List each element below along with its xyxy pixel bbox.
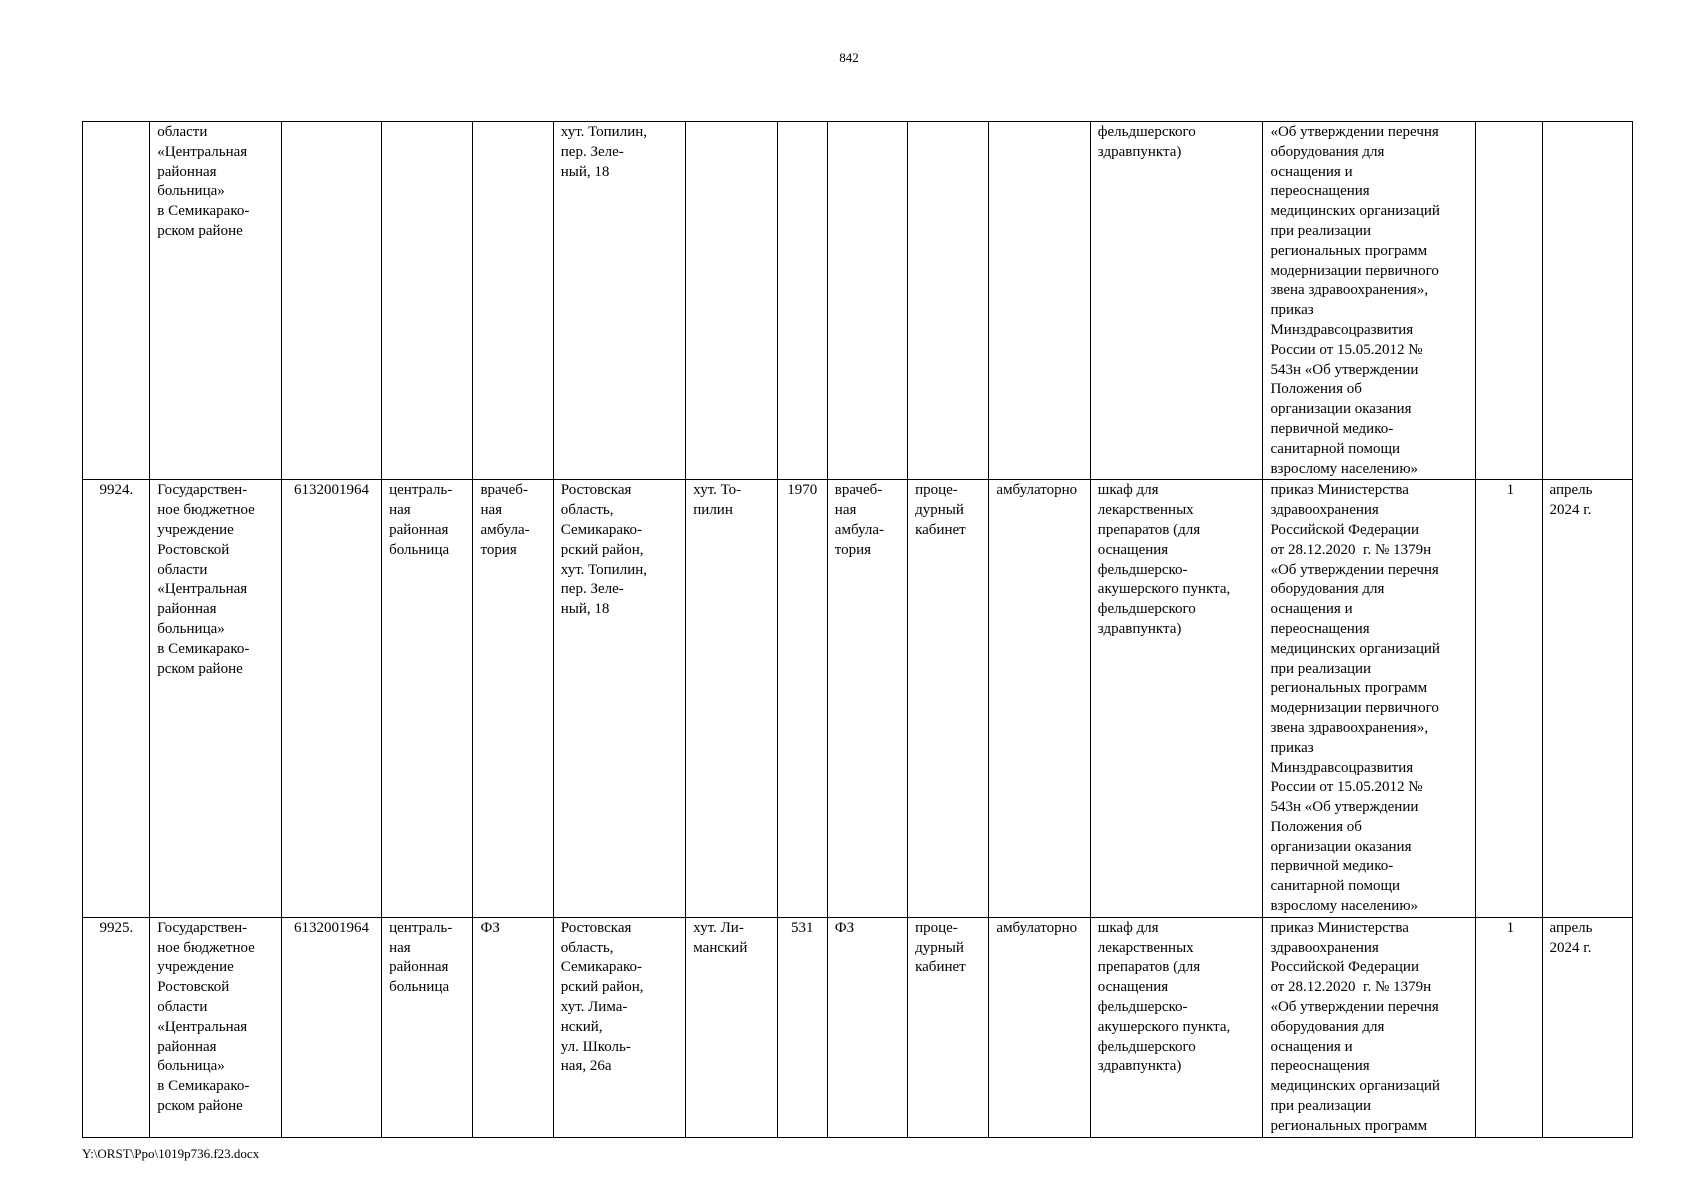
cell-date: [1542, 917, 1632, 1137]
cell-line: «Центральная: [157, 1018, 248, 1035]
cell-line: пер. Зеле-: [560, 143, 624, 160]
cell-line: фельдшерского: [1097, 601, 1196, 618]
cell-inn: [281, 122, 381, 480]
cell-equipment: [1090, 917, 1263, 1137]
cell-structural-unit: [827, 480, 907, 918]
cell-line: рский район,: [560, 979, 644, 996]
cell-locality: [686, 917, 777, 1137]
cell-line: «Центральная: [157, 581, 248, 598]
cell-line: тория: [480, 541, 517, 558]
cell-care-form: [989, 917, 1090, 1137]
cell-line: при реализации: [1270, 222, 1372, 239]
cell-line: тория: [834, 541, 872, 558]
cell-date: [1542, 480, 1632, 918]
cell-line: приказ Министерства: [1270, 919, 1409, 936]
cell-line: здравпункта): [1097, 1058, 1182, 1075]
cell-line: Ростовской: [157, 541, 230, 558]
cell-subdivision: [473, 480, 553, 918]
cell-line: оснащения и: [1270, 601, 1353, 618]
cell-line: Семикарако-: [560, 959, 643, 976]
cell-line: ная, 26а: [560, 1058, 612, 1075]
cell-line: врачеб-: [834, 482, 883, 499]
cell-room: [908, 122, 989, 480]
cell-line: медицинских организаций: [1270, 203, 1440, 220]
cell-quantity: [1476, 122, 1542, 480]
cell-line: «Об утверждении перечня: [1270, 561, 1439, 578]
cell-line: ная: [389, 502, 411, 519]
cell-line: районная: [157, 163, 217, 180]
cell-population: [777, 480, 827, 918]
cell-line: ный, 18: [560, 163, 610, 180]
cell-line: больница: [389, 979, 450, 996]
cell-line: рском районе: [157, 222, 243, 239]
cell-line: оборудования для: [1270, 581, 1385, 598]
cell-organization-type: [382, 480, 473, 918]
cell-line: санитарной помощи: [1270, 878, 1401, 895]
cell-line: модернизации первичного: [1270, 262, 1439, 279]
cell-line: проце-: [915, 919, 958, 936]
cell-organization: [150, 480, 282, 918]
cell-line: нский,: [560, 1018, 603, 1035]
cell-line: звена здравоохранения»,: [1270, 719, 1429, 736]
cell-care-form: [989, 480, 1090, 918]
page-number: 842: [839, 50, 859, 65]
cell-line: пилин: [693, 502, 733, 519]
cell-text: 1: [1506, 919, 1515, 936]
cell-row-number: [83, 917, 150, 1137]
cell-line: Ростовская: [560, 482, 632, 499]
cell-line: 543н «Об утверждении: [1270, 361, 1419, 378]
cell-line: ное бюджетное: [157, 502, 255, 519]
cell-line: препаратов (для: [1097, 521, 1201, 538]
cell-line: санитарной помощи: [1270, 440, 1401, 457]
cell-line: больница»: [157, 183, 225, 200]
cell-line: оснащения: [1097, 979, 1169, 996]
cell-line: районная: [157, 601, 217, 618]
cell-text: 6132001964: [293, 919, 369, 936]
cell-line: медицинских организаций: [1270, 640, 1440, 657]
cell-line: оборудования для: [1270, 1018, 1385, 1035]
cell-line: организации оказания: [1270, 401, 1412, 418]
cell-line: Ростовская: [560, 919, 632, 936]
cell-line: 2024 г.: [1549, 502, 1592, 519]
cell-line: ул. Школь-: [560, 1038, 631, 1055]
cell-line: ная: [389, 939, 411, 956]
cell-structural-unit: [827, 122, 907, 480]
cell-line: фельдшерско-: [1097, 999, 1188, 1016]
cell-line: Российской Федерации: [1270, 959, 1419, 976]
cell-line: дурный: [915, 502, 964, 519]
cell-quantity: [1476, 480, 1542, 918]
cell-quantity: [1476, 917, 1542, 1137]
cell-line: шкаф для: [1097, 919, 1159, 936]
cell-legal-basis: [1263, 122, 1476, 480]
cell-line: централь-: [389, 919, 453, 936]
cell-line: ная: [834, 502, 857, 519]
cell-line: России от 15.05.2012 №: [1270, 779, 1423, 796]
cell-line: оснащения и: [1270, 163, 1353, 180]
cell-line: области: [157, 124, 208, 140]
cell-line: ный, 18: [560, 601, 610, 618]
cell-line: медицинских организаций: [1270, 1078, 1440, 1095]
cell-line: больница: [389, 541, 450, 558]
cell-text: амбулаторно: [996, 919, 1078, 936]
cell-line: акушерского пункта,: [1097, 581, 1231, 598]
cell-line: приказ Министерства: [1270, 482, 1409, 499]
cell-line: учреждение: [157, 521, 234, 538]
cell-text: 531: [790, 919, 814, 936]
cell-line: приказ: [1270, 302, 1314, 319]
cell-organization: [150, 122, 282, 480]
cell-row-number: [83, 480, 150, 918]
cell-line: в Семикарако-: [157, 203, 250, 220]
cell-line: централь-: [389, 482, 453, 499]
cell-line: «Об утверждении перечня: [1270, 999, 1439, 1016]
cell-line: хут. Топилин,: [560, 561, 648, 578]
cell-care-form: [989, 122, 1090, 480]
cell-line: оснащения и: [1270, 1038, 1353, 1055]
cell-line: здравоохранения: [1270, 939, 1379, 956]
table-row: [83, 122, 1633, 480]
cell-inn: [281, 917, 381, 1137]
cell-line: апрель: [1549, 482, 1593, 499]
cell-line: ная: [480, 502, 503, 519]
cell-line: рский район,: [560, 541, 644, 558]
cell-text: 9925.: [99, 919, 134, 936]
cell-line: область,: [560, 939, 614, 956]
cell-line: районная: [389, 521, 449, 538]
cell-line: хут. Ли-: [693, 919, 744, 936]
cell-text: 9924.: [99, 482, 134, 499]
cell-line: 2024 г.: [1549, 939, 1592, 956]
cell-line: Положения об: [1270, 381, 1362, 398]
cell-line: фельдшерского: [1097, 124, 1196, 140]
cell-line: звена здравоохранения»,: [1270, 282, 1429, 299]
cell-text: 1970: [787, 482, 818, 499]
cell-line: ное бюджетное: [157, 939, 255, 956]
cell-legal-basis: [1263, 480, 1476, 918]
table-row: [83, 480, 1633, 918]
cell-line: ФЗ: [480, 919, 500, 936]
cell-text: амбулаторно: [996, 482, 1078, 499]
cell-line: Ростовской: [157, 979, 230, 996]
cell-line: здравпункта): [1097, 620, 1182, 637]
cell-line: переоснащения: [1270, 183, 1370, 200]
cell-line: акушерского пункта,: [1097, 1018, 1231, 1035]
cell-line: оборудования для: [1270, 143, 1385, 160]
cell-line: взрослому населению»: [1270, 460, 1419, 477]
cell-line: от 28.12.2020 г. № 1379н: [1270, 979, 1432, 996]
cell-line: Минздравсоцразвития: [1270, 759, 1414, 776]
cell-line: здравоохранения: [1270, 502, 1379, 519]
cell-line: при реализации: [1270, 1098, 1372, 1115]
cell-equipment: [1090, 480, 1263, 918]
cell-line: области: [157, 561, 208, 578]
cell-line: в Семикарако-: [157, 640, 250, 657]
cell-line: манский: [693, 939, 748, 956]
table-row: [83, 917, 1633, 1137]
cell-line: переоснащения: [1270, 1058, 1370, 1075]
cell-line: региональных программ: [1270, 680, 1428, 697]
cell-line: Государствен-: [157, 482, 248, 499]
cell-line: приказ: [1270, 739, 1314, 756]
cell-line: модернизации первичного: [1270, 700, 1439, 717]
cell-line: от 28.12.2020 г. № 1379н: [1270, 541, 1432, 558]
equipment-table: [82, 121, 1633, 1138]
cell-address: [553, 480, 686, 918]
cell-text: 6132001964: [293, 482, 369, 499]
cell-line: районная: [389, 959, 449, 976]
cell-line: лекарственных: [1097, 939, 1194, 956]
cell-line: кабинет: [915, 959, 966, 976]
cell-line: врачеб-: [480, 482, 528, 499]
cell-line: здравпункта): [1097, 143, 1182, 160]
cell-room: [908, 917, 989, 1137]
cell-line: районная: [157, 1038, 217, 1055]
cell-line: Минздравсоцразвития: [1270, 321, 1414, 338]
cell-line: кабинет: [915, 521, 966, 538]
cell-line: пер. Зеле-: [560, 581, 624, 598]
cell-line: Семикарако-: [560, 521, 643, 538]
cell-line: амбула-: [480, 521, 530, 538]
cell-line: 543н «Об утверждении: [1270, 799, 1419, 816]
cell-line: шкаф для: [1097, 482, 1159, 499]
cell-line: лекарственных: [1097, 502, 1194, 519]
cell-line: при реализации: [1270, 660, 1372, 677]
cell-organization-type: [382, 122, 473, 480]
cell-text: 1: [1506, 482, 1515, 499]
cell-line: рском районе: [157, 660, 243, 677]
cell-subdivision: [473, 917, 553, 1137]
cell-line: в Семикарако-: [157, 1078, 250, 1095]
cell-line: переоснащения: [1270, 620, 1370, 637]
cell-inn: [281, 480, 381, 918]
cell-line: Положения об: [1270, 818, 1362, 835]
cell-line: России от 15.05.2012 №: [1270, 341, 1423, 358]
cell-line: больница»: [157, 620, 225, 637]
cell-population: [777, 917, 827, 1137]
footer-file-path: Y:\ORST\Ppo\1019p736.f23.docx: [82, 1146, 260, 1161]
cell-line: рском районе: [157, 1098, 243, 1115]
cell-line: ФЗ: [834, 919, 855, 936]
cell-line: хут. То-: [693, 482, 742, 499]
cell-line: хут. Лима-: [560, 999, 628, 1016]
cell-line: больница»: [157, 1058, 225, 1075]
cell-legal-basis: [1263, 917, 1476, 1137]
cell-line: фельдшерско-: [1097, 561, 1188, 578]
cell-line: региональных программ: [1270, 242, 1428, 259]
cell-line: апрель: [1549, 919, 1593, 936]
cell-line: препаратов (для: [1097, 959, 1201, 976]
cell-line: взрослому населению»: [1270, 898, 1419, 915]
cell-structural-unit: [827, 917, 907, 1137]
cell-line: учреждение: [157, 959, 234, 976]
cell-line: проце-: [915, 482, 958, 499]
cell-line: организации оказания: [1270, 838, 1412, 855]
cell-line: Российской Федерации: [1270, 521, 1419, 538]
cell-line: область,: [560, 502, 614, 519]
cell-line: региональных программ: [1270, 1117, 1428, 1134]
cell-line: первичной медико-: [1270, 420, 1394, 437]
cell-line: области: [157, 999, 208, 1016]
cell-organization-type: [382, 917, 473, 1137]
cell-equipment: [1090, 122, 1263, 480]
cell-locality: [686, 122, 777, 480]
cell-line: первичной медико-: [1270, 858, 1394, 875]
cell-locality: [686, 480, 777, 918]
cell-subdivision: [473, 122, 553, 480]
cell-room: [908, 480, 989, 918]
cell-address: [553, 122, 686, 480]
cell-line: фельдшерского: [1097, 1038, 1196, 1055]
cell-line: «Центральная: [157, 143, 248, 160]
cell-organization: [150, 917, 282, 1137]
cell-line: хут. Топилин,: [560, 124, 648, 140]
cell-line: оснащения: [1097, 541, 1169, 558]
cell-row-number: [83, 122, 150, 480]
cell-address: [553, 917, 686, 1137]
cell-line: амбула-: [834, 521, 884, 538]
cell-line: дурный: [915, 939, 964, 956]
cell-line: Государствен-: [157, 919, 248, 936]
cell-population: [777, 122, 827, 480]
cell-date: [1542, 122, 1632, 480]
cell-line: «Об утверждении перечня: [1270, 124, 1439, 140]
